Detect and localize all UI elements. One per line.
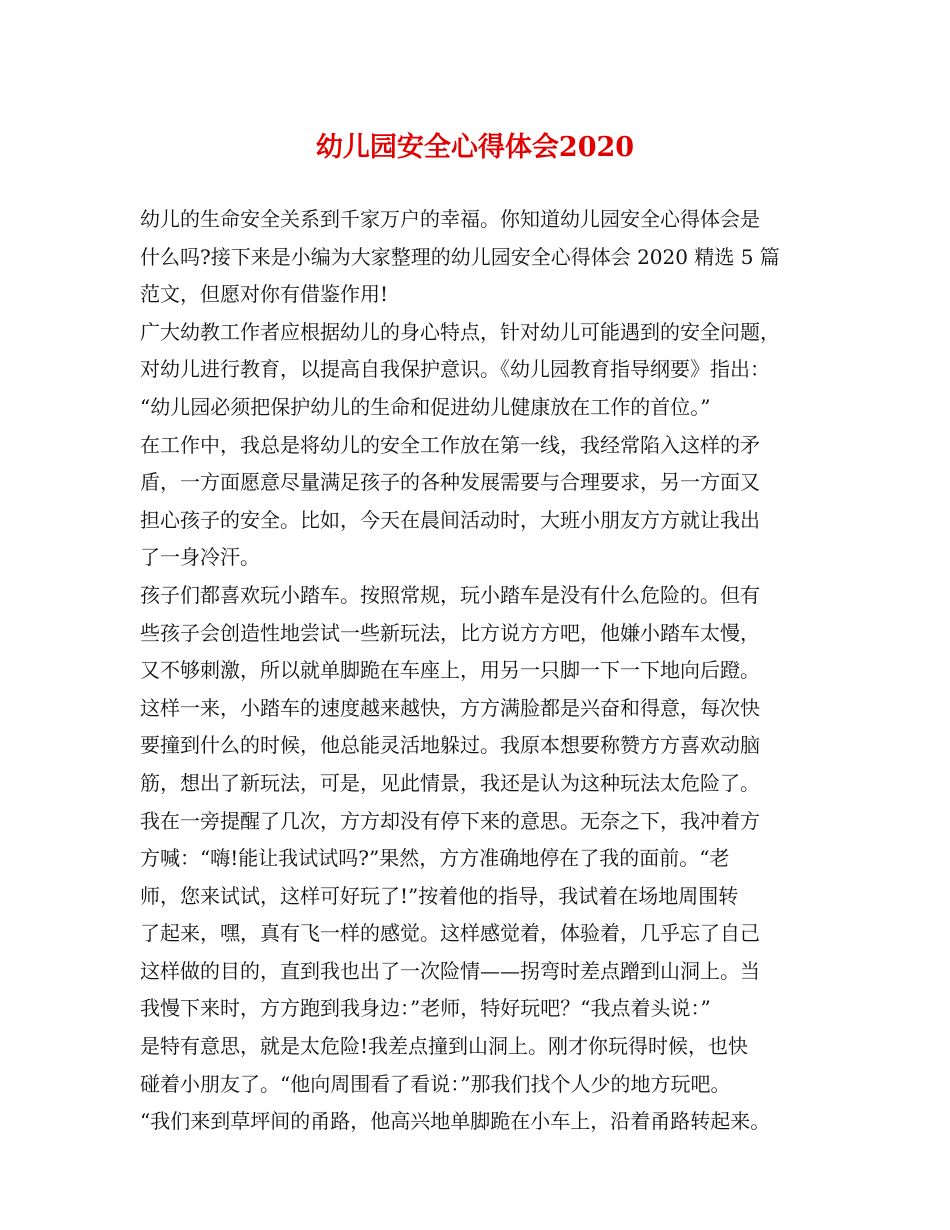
text-line: 这样一来，小踏车的速度越来越快，方方满脸都是兴奋和得意，每次快 xyxy=(140,695,760,720)
text-line: 我慢下来时，方方跑到我身边：”老师，特好玩吧？“我点着头说：” xyxy=(140,996,711,1021)
text-line: 在工作中，我总是将幼儿的安全工作放在第一线，我经常陷入这样的矛 xyxy=(140,432,760,457)
text-line: 筋，想出了新玩法，可是，见此情景，我还是认为这种玩法太危险了。 xyxy=(140,770,760,795)
text-line: 是特有意思，就是太危险!我差点撞到山洞上。刚才你玩得时候，也快 xyxy=(140,1034,749,1059)
text-line: 了起来，嘿，真有飞一样的感觉。这样感觉着，体验着，几乎忘了自己 xyxy=(140,921,760,946)
text-line: 些孩子会创造性地尝试一些新玩法，比方说方方吧，他嫌小踏车太慢， xyxy=(140,620,760,645)
text-line: 了一身冷汗。 xyxy=(140,545,260,570)
document-title: 幼儿园安全心得体会2020 xyxy=(315,132,635,163)
text-line: 幼儿的生命安全关系到千家万户的幸福。你知道幼儿园安全心得体会是 xyxy=(140,207,760,231)
text-line: 这样做的目的，直到我也出了一次险情——拐弯时差点蹭到山洞上。当 xyxy=(140,958,760,983)
text-line: 对幼儿进行教育，以提高自我保护意识。《幼儿园教育指导纲要》指出： xyxy=(140,357,770,382)
text-line: 方喊：“嗨!能让我试试吗?”果然，方方准确地停在了我的面前。“老 xyxy=(140,846,730,871)
text-line: 盾，一方面愿意尽量满足孩子的各种发展需要与合理要求，另一方面又 xyxy=(140,470,760,495)
text-line: 担心孩子的安全。比如，今天在晨间活动时，大班小朋友方方就让我出 xyxy=(140,507,760,532)
text-line: 什么吗?接下来是小编为大家整理的幼儿园安全心得体会 2020 精选 5 篇 xyxy=(140,244,780,269)
text-line: 要撞到什么的时候，他总能灵活地躲过。我原本想要称赞方方喜欢动脑 xyxy=(140,733,760,758)
text-line: “我们来到草坪间的甬路，他高兴地单脚跪在小车上，沿着甬路转起来。 xyxy=(140,1109,771,1134)
text-line: “幼儿园必须把保护幼儿的生命和促进幼儿健康放在工作的首位。” xyxy=(140,394,711,419)
text-line: 又不够刺激，所以就单脚跪在车座上，用另一只脚一下一下地向后蹬。 xyxy=(140,658,760,683)
text-line: 我在一旁提醒了几次，方方却没有停下来的意思。无奈之下，我冲着方 xyxy=(140,808,760,833)
text-line: 孩子们都喜欢玩小踏车。按照常规，玩小踏车是没有什么危险的。但有 xyxy=(140,582,760,607)
document-body xyxy=(140,201,840,1141)
text-line: 范文，但愿对你有借鉴作用! xyxy=(140,282,389,307)
text-line: 广大幼教工作者应根据幼儿的身心特点，针对幼儿可能遇到的安全问题， xyxy=(140,319,780,344)
text-line: 师，您来试试，这样可好玩了!”按着他的指导，我试着在场地周围转 xyxy=(140,883,739,908)
text-line: 碰着小朋友了。“他向周围看了看说：”那我们找个人少的地方玩吧。 xyxy=(140,1071,731,1096)
